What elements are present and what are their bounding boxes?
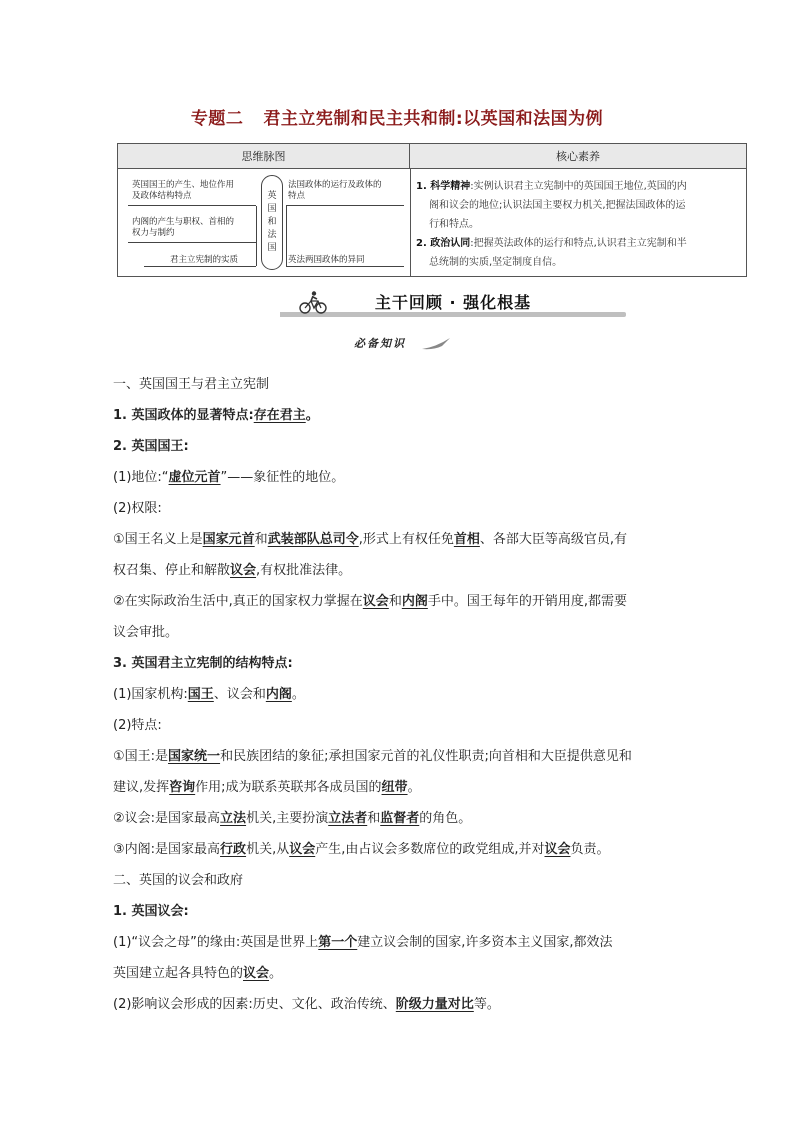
mindmap-node-king: 英国国王的产生、地位作用 及政体结构特点 <box>132 180 235 201</box>
item-3-1: (1)国家机构:国王、议会和内阁。 <box>113 687 305 702</box>
mindmap-center: 英 国 和 法 国 <box>261 175 283 270</box>
mindmap-node-cabinet: 内阁的产生与职权、首相的 权力与制约 <box>132 217 235 238</box>
core-item-2: 2. 政治认同:把握英法政体的运行和特点,认识君主立宪制和半 <box>416 238 687 249</box>
item-3-2: (2)特点: <box>113 718 162 733</box>
item-3-2-a-cont: 建议,发挥咨询作用;成为联系英联邦各成员国的纽带。 <box>113 780 421 795</box>
item-3: 3. 英国君主立宪制的结构特点: <box>113 656 293 671</box>
mindmap <box>118 169 410 276</box>
core-item-1: 1. 科学精神:实例认识君主立宪制中的英国国王地位,英国的内 <box>416 181 687 192</box>
item-2-2-b: ②在实际政治生活中,真正的国家权力掌握在议会和内阁手中。国王每年的开销用度,都需要 <box>113 594 627 609</box>
core-literacy <box>416 177 746 272</box>
mindmap-node-essence: 君主立宪制的实质 <box>170 255 239 265</box>
swoosh-icon <box>422 337 452 351</box>
item-4-1: (1)“议会之母”的缘由:英国是世界上第一个建立议会制的国家,许多资本主义国家,都效法 <box>113 935 613 950</box>
core-item-2-line2: 总统制的实质,坚定制度自信。 <box>429 257 563 268</box>
item-2-1: (1)地位:“虚位元首”——象征性的地位。 <box>113 470 345 485</box>
title-topic-number: 专题二 <box>190 109 244 129</box>
item-3-2-c: ③内阁:是国家最高行政机关,从议会产生,由占议会多数席位的政党组成,并对议会负责。 <box>113 842 610 857</box>
core-item-1-line3: 行和特点。 <box>429 219 479 230</box>
mindmap-line <box>144 266 256 267</box>
core-literacy-header: 核心素养 <box>410 144 746 169</box>
mindmap-node-france: 法国政体的运行及政体的 特点 <box>288 180 382 201</box>
item-2-2-a-cont: 权召集、停止和解散议会,有权批准法律。 <box>113 563 352 578</box>
knowledge-tag-text: 必备知识 <box>354 337 406 350</box>
overview-table <box>117 143 747 277</box>
banner-title: 主干回顾 · 强化根基 <box>374 293 532 312</box>
mindmap-line <box>256 206 257 266</box>
item-2-2-b-cont: 议会审批。 <box>113 625 179 640</box>
page-title <box>0 104 794 129</box>
mindmap-line <box>286 266 404 267</box>
section-heading-2: 二、英国的议会和政府 <box>113 873 244 888</box>
item-3-2-b: ②议会:是国家最高立法机关,主要扮演立法者和监督者的角色。 <box>113 811 472 826</box>
mindmap-node-compare: 英法两国政体的异同 <box>288 255 365 265</box>
item-2: 2. 英国国王: <box>113 439 189 454</box>
knowledge-tag <box>346 332 456 358</box>
item-3-2-a: ①国王:是国家统一和民族团结的象征;承担国家元首的礼仪性职责;向首相和大臣提供意见和 <box>113 749 632 764</box>
item-4-2: (2)影响议会形成的因素:历史、文化、政治传统、阶级力量对比等。 <box>113 997 500 1012</box>
mindmap-line <box>286 205 404 206</box>
mindmap-line <box>286 206 287 266</box>
mindmap-line <box>128 205 256 206</box>
section-heading-1: 一、英国国王与君主立宪制 <box>113 377 270 392</box>
section-banner <box>280 288 626 318</box>
mindmap-header: 思维脉图 <box>118 144 410 169</box>
core-item-1-line2: 阁和议会的地位;认识法国主要权力机关,把握法国政体的运 <box>429 200 686 211</box>
title-topic-name: 君主立宪制和民主共和制:以英国和法国为例 <box>263 109 604 129</box>
item-1: 1. 英国政体的显著特点:存在君主。 <box>113 408 319 423</box>
mindmap-line <box>128 242 256 243</box>
item-2-2: (2)权限: <box>113 501 162 516</box>
item-2-2-a: ①国王名义上是国家元首和武装部队总司令,形式上有权任免首相、各部大臣等高级官员,有 <box>113 532 627 547</box>
item-4: 1. 英国议会: <box>113 904 189 919</box>
item-4-1-cont: 英国建立起各具特色的议会。 <box>113 966 283 981</box>
table-divider <box>410 169 411 276</box>
